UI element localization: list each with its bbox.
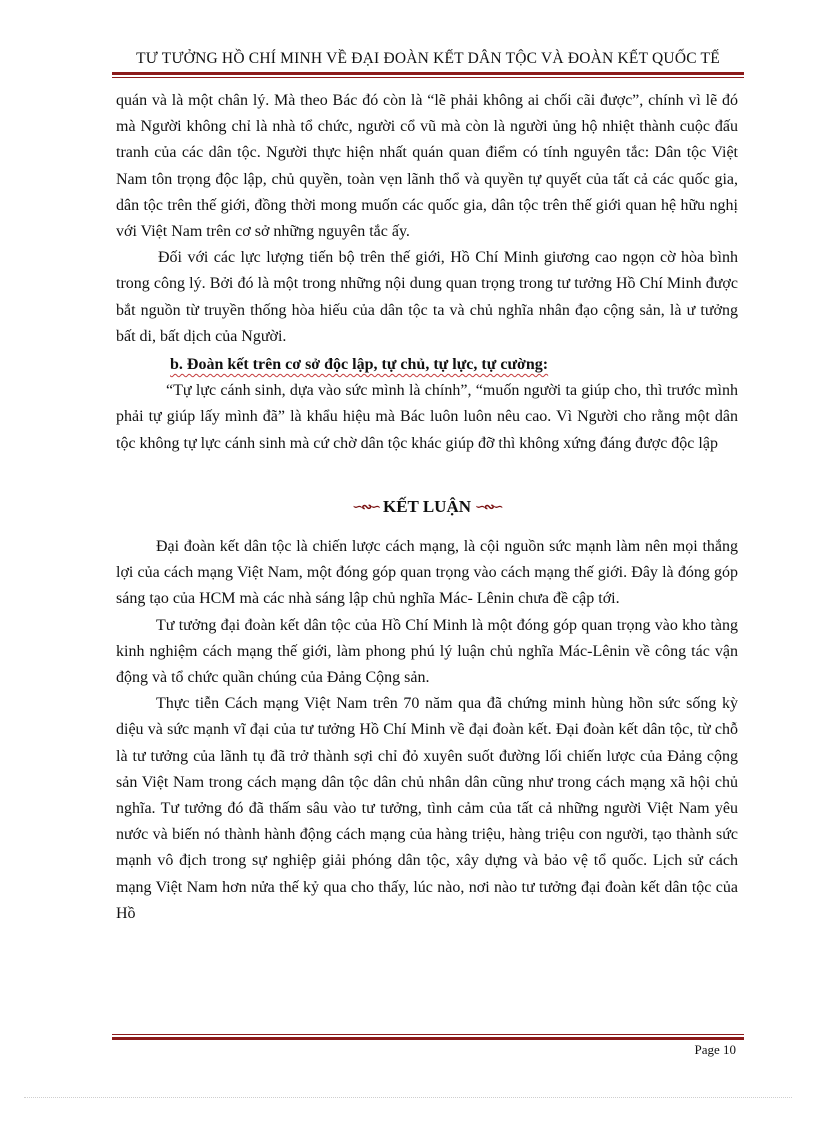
- section-subheading: b. Đoàn kết trên cơ sở độc lập, tự chủ, tự lực, tự cường:: [170, 356, 549, 374]
- body-paragraph: Tư tưởng đại đoàn kết dân tộc của Hồ Chí Minh là một đóng góp quan trọng vào kho tàng kinh nghiệm cách mạng thế giới, làm phong phú lý luận chủ nghĩa Mác-Lênin về công tác vận động và tổ chức quần chúng của Đảng Cộng sản.: [116, 616, 738, 687]
- scroll-ornament-icon: ∽∾∽: [352, 498, 379, 514]
- body-paragraph: Thực tiễn Cách mạng Việt Nam trên 70 năm qua đã chứng minh hùng hồn sức sống kỳ diệu và sức mạnh vĩ đại của tư tưởng Hồ Chí Minh về đại đoàn kết. Đại đoàn kết dân tộc, từ chỗ là tư tưởng của lãnh tụ đã trở thành sợi chỉ đỏ xuyên suốt đường lối chiến lược của Đảng cộng sản Việt Nam trong cách mạng dân tộc dân chủ nhân dân cũng như trong cách mạng xã hội chủ nghĩa. Tư tưởng đó đã thấm sâu vào tư tưởng, tình cảm của tất cả những người Việt Nam yêu nước và biến nó thành hành động cách mạng của hàng triệu, hàng triệu con người, tạo thành sức mạnh vô địch trong sự nghiệp giải phóng dân tộc, xây dựng và bảo vệ tổ quốc. Lịch sử cách mạng Việt Nam hơn nửa thế kỷ qua cho thấy, lúc nào, nơi nào tư tưởng đại đoàn kết dân tộc của Hồ: [116, 695, 738, 922]
- body-paragraph: quán và là một chân lý. Mà theo Bác đó còn là “lẽ phải không ai chối cãi được”, chính vì lẽ đó mà Người không chỉ là nhà tổ chức, người cổ vũ mà còn là người ủng hộ nhiệt thành cuộc đấu tranh của các dân tộc. Người thực hiện nhất quán quan điểm có tính nguyên tắc: Dân tộc Việt Nam tôn trọng độc lập, chủ quyền, toàn vẹn lãnh thổ và quyền tự quyết của tất cả các quốc gia, dân tộc trên thế giới, đồng thời mong muốn các quốc gia, dân tộc trên thế giới quan hệ hữu nghị với Việt Nam trên cơ sở những nguyên tắc ấy.: [116, 92, 738, 241]
- header-rule-thick: [112, 72, 744, 75]
- body-paragraph: Đại đoàn kết dân tộc là chiến lược cách mạng, là cội nguồn sức mạnh làm nên mọi thắng lợi của cách mạng Việt Nam, một đóng góp quan trọng vào cách mạng thế giới. Đây là đóng góp sáng tạo của HCM mà các nhà sáng lập chủ nghĩa Mác- Lênin chưa đề cập tới.: [116, 538, 738, 608]
- page-boundary-line: [24, 1097, 792, 1098]
- body-paragraph: Đối với các lực lượng tiến bộ trên thế giới, Hồ Chí Minh giương cao ngọn cờ hòa bình trong công lý. Bởi đó là một trong những nội dung quan trọng trong tư tưởng Hồ Chí Minh được bắt nguồn từ truyền thống hòa hiếu của dân tộc ta và chủ nghĩa nhân đạo cộng sản, là ư tưởng bất di, bất dịch của Người.: [116, 249, 738, 345]
- footer-rule-thin: [112, 1034, 744, 1035]
- footer-rule-thick: [112, 1037, 744, 1040]
- conclusion-title: KẾT LUẬN: [382, 496, 471, 516]
- page-number: Page 10: [694, 1042, 736, 1057]
- body-paragraph: “Tự lực cánh sinh, dựa vào sức mình là chính”, “muốn người ta giúp cho, thì trước mình phải tự giúp lấy mình đã” là khẩu hiệu mà Bác luôn luôn nêu cao. Vì Người cho rằng một dân tộc không tự lực cánh sinh mà cứ chờ dân tộc khác giúp đỡ thì không xứng đáng được độc lập: [116, 382, 738, 452]
- running-header-title: TƯ TƯỞNG HỒ CHÍ MINH VỀ ĐẠI ĐOÀN KẾT DÂN TỘC VÀ ĐOÀN KẾT QUỐC TẾ: [136, 50, 720, 67]
- header-rule-thin: [112, 77, 744, 78]
- scroll-ornament-icon: ∽∾∽: [475, 498, 502, 514]
- document-body: [116, 88, 738, 927]
- conclusion-heading: [116, 493, 738, 520]
